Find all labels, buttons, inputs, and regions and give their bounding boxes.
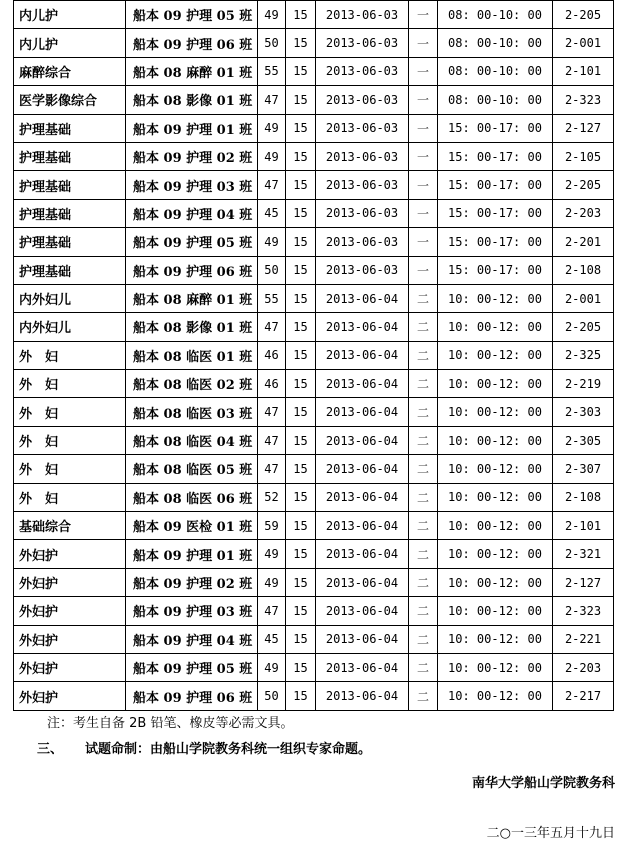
- student-count-cell: 47: [258, 398, 286, 426]
- time-cell: 08: 00-10: 00: [438, 86, 553, 114]
- class-cell: 船本 09 护理 01 班: [126, 114, 258, 142]
- room-cell: 2-205: [553, 1, 614, 29]
- class-cell: 船本 08 临医 02 班: [126, 370, 258, 398]
- course-cell: 外妇护: [14, 625, 126, 653]
- student-count-cell: 47: [258, 86, 286, 114]
- weekday-cell: 一: [409, 86, 438, 114]
- course-cell: 护理基础: [14, 171, 126, 199]
- course-cell: 麻醉综合: [14, 57, 126, 85]
- time-cell: 10: 00-12: 00: [438, 426, 553, 454]
- duration-cell: 15: [286, 625, 316, 653]
- class-cell: 船本 08 临医 03 班: [126, 398, 258, 426]
- table-row: [14, 57, 614, 85]
- date-cell: 2013-06-03: [316, 142, 409, 170]
- weekday-cell: 二: [409, 483, 438, 511]
- weekday-cell: 一: [409, 114, 438, 142]
- date-cell: 2013-06-04: [316, 284, 409, 312]
- date-cell: 2013-06-04: [316, 682, 409, 710]
- date-cell: 2013-06-04: [316, 568, 409, 596]
- duration-cell: 15: [286, 114, 316, 142]
- course-cell: 外 妇: [14, 483, 126, 511]
- date-cell: 2013-06-03: [316, 114, 409, 142]
- course-cell: 护理基础: [14, 228, 126, 256]
- class-cell: 船本 08 麻醉 01 班: [126, 284, 258, 312]
- date-cell: 2013-06-03: [316, 29, 409, 57]
- room-cell: 2-205: [553, 171, 614, 199]
- course-cell: 基础综合: [14, 512, 126, 540]
- duration-cell: 15: [286, 426, 316, 454]
- duration-cell: 15: [286, 540, 316, 568]
- table-row: [14, 540, 614, 568]
- student-count-cell: 49: [258, 114, 286, 142]
- table-row: [14, 483, 614, 511]
- date-cell: 2013-06-04: [316, 483, 409, 511]
- table-row: [14, 370, 614, 398]
- duration-cell: 15: [286, 199, 316, 227]
- room-cell: 2-105: [553, 142, 614, 170]
- date-cell: 2013-06-04: [316, 398, 409, 426]
- duration-cell: 15: [286, 653, 316, 681]
- time-cell: 10: 00-12: 00: [438, 597, 553, 625]
- section-3: [37, 738, 371, 757]
- weekday-cell: 二: [409, 341, 438, 369]
- weekday-cell: 二: [409, 455, 438, 483]
- time-cell: 15: 00-17: 00: [438, 228, 553, 256]
- class-cell: 船本 09 护理 03 班: [126, 171, 258, 199]
- weekday-cell: 一: [409, 29, 438, 57]
- student-count-cell: 47: [258, 597, 286, 625]
- table-row: [14, 568, 614, 596]
- time-cell: 10: 00-12: 00: [438, 540, 553, 568]
- duration-cell: 15: [286, 171, 316, 199]
- duration-cell: 15: [286, 228, 316, 256]
- duration-cell: 15: [286, 256, 316, 284]
- time-cell: 10: 00-12: 00: [438, 568, 553, 596]
- class-cell: 船本 09 护理 04 班: [126, 625, 258, 653]
- class-cell: 船本 09 护理 03 班: [126, 597, 258, 625]
- room-cell: 2-321: [553, 540, 614, 568]
- table-row: [14, 256, 614, 284]
- weekday-cell: 一: [409, 228, 438, 256]
- duration-cell: 15: [286, 512, 316, 540]
- exam-schedule-table: [13, 0, 614, 711]
- table-row: [14, 86, 614, 114]
- date-cell: 2013-06-04: [316, 653, 409, 681]
- duration-cell: 15: [286, 568, 316, 596]
- class-cell: 船本 08 影像 01 班: [126, 86, 258, 114]
- duration-cell: 15: [286, 57, 316, 85]
- student-count-cell: 59: [258, 512, 286, 540]
- table-row: [14, 313, 614, 341]
- room-cell: 2-221: [553, 625, 614, 653]
- duration-cell: 15: [286, 86, 316, 114]
- duration-cell: 15: [286, 597, 316, 625]
- section-3-label: 三、: [37, 742, 64, 757]
- table-row: [14, 284, 614, 312]
- course-cell: 护理基础: [14, 256, 126, 284]
- weekday-cell: 一: [409, 1, 438, 29]
- student-count-cell: 47: [258, 171, 286, 199]
- course-cell: 内儿护: [14, 29, 126, 57]
- issuing-office: 南华大学船山学院教务科: [471, 776, 615, 791]
- room-cell: 2-219: [553, 370, 614, 398]
- course-cell: 外妇护: [14, 682, 126, 710]
- date-cell: 2013-06-03: [316, 1, 409, 29]
- student-count-cell: 50: [258, 682, 286, 710]
- student-count-cell: 46: [258, 370, 286, 398]
- time-cell: 10: 00-12: 00: [438, 483, 553, 511]
- student-count-cell: 49: [258, 540, 286, 568]
- duration-cell: 15: [286, 455, 316, 483]
- room-cell: 2-217: [553, 682, 614, 710]
- time-cell: 15: 00-17: 00: [438, 142, 553, 170]
- course-cell: 外 妇: [14, 426, 126, 454]
- exam-schedule-body: [14, 1, 614, 711]
- room-cell: 2-127: [553, 114, 614, 142]
- duration-cell: 15: [286, 483, 316, 511]
- class-cell: 船本 08 临医 06 班: [126, 483, 258, 511]
- student-count-cell: 47: [258, 313, 286, 341]
- class-cell: 船本 09 护理 04 班: [126, 199, 258, 227]
- table-row: [14, 228, 614, 256]
- course-cell: 护理基础: [14, 114, 126, 142]
- weekday-cell: 二: [409, 512, 438, 540]
- class-cell: 船本 09 护理 02 班: [126, 142, 258, 170]
- table-row: [14, 597, 614, 625]
- weekday-cell: 二: [409, 284, 438, 312]
- course-cell: 内外妇儿: [14, 284, 126, 312]
- weekday-cell: 一: [409, 256, 438, 284]
- time-cell: 08: 00-10: 00: [438, 1, 553, 29]
- course-cell: 外 妇: [14, 370, 126, 398]
- weekday-cell: 一: [409, 171, 438, 199]
- table-row: [14, 142, 614, 170]
- duration-cell: 15: [286, 341, 316, 369]
- time-cell: 10: 00-12: 00: [438, 625, 553, 653]
- class-cell: 船本 09 护理 05 班: [126, 653, 258, 681]
- time-cell: 08: 00-10: 00: [438, 29, 553, 57]
- class-cell: 船本 09 护理 05 班: [126, 228, 258, 256]
- weekday-cell: 一: [409, 199, 438, 227]
- student-count-cell: 49: [258, 1, 286, 29]
- class-cell: 船本 09 护理 01 班: [126, 540, 258, 568]
- student-count-cell: 46: [258, 341, 286, 369]
- weekday-cell: 二: [409, 568, 438, 596]
- table-row: [14, 426, 614, 454]
- time-cell: 10: 00-12: 00: [438, 341, 553, 369]
- course-cell: 外 妇: [14, 455, 126, 483]
- student-count-cell: 45: [258, 199, 286, 227]
- time-cell: 15: 00-17: 00: [438, 256, 553, 284]
- room-cell: 2-203: [553, 199, 614, 227]
- room-cell: 2-205: [553, 313, 614, 341]
- room-cell: 2-323: [553, 86, 614, 114]
- duration-cell: 15: [286, 370, 316, 398]
- class-cell: 船本 08 影像 01 班: [126, 313, 258, 341]
- class-cell: 船本 09 护理 06 班: [126, 256, 258, 284]
- time-cell: 10: 00-12: 00: [438, 682, 553, 710]
- date-cell: 2013-06-04: [316, 512, 409, 540]
- course-cell: 外妇护: [14, 540, 126, 568]
- course-cell: 医学影像综合: [14, 86, 126, 114]
- weekday-cell: 一: [409, 57, 438, 85]
- table-row: [14, 398, 614, 426]
- duration-cell: 15: [286, 1, 316, 29]
- date-cell: 2013-06-04: [316, 455, 409, 483]
- table-row: [14, 341, 614, 369]
- class-cell: 船本 09 护理 06 班: [126, 29, 258, 57]
- class-cell: 船本 08 临医 05 班: [126, 455, 258, 483]
- time-cell: 08: 00-10: 00: [438, 57, 553, 85]
- room-cell: 2-305: [553, 426, 614, 454]
- date-cell: 2013-06-03: [316, 171, 409, 199]
- time-cell: 10: 00-12: 00: [438, 512, 553, 540]
- date-cell: 2013-06-03: [316, 228, 409, 256]
- time-cell: 10: 00-12: 00: [438, 653, 553, 681]
- student-count-cell: 47: [258, 426, 286, 454]
- time-cell: 15: 00-17: 00: [438, 114, 553, 142]
- table-row: [14, 653, 614, 681]
- weekday-cell: 二: [409, 540, 438, 568]
- date-cell: 2013-06-03: [316, 199, 409, 227]
- room-cell: 2-323: [553, 597, 614, 625]
- course-cell: 外妇护: [14, 568, 126, 596]
- student-count-cell: 55: [258, 284, 286, 312]
- time-cell: 10: 00-12: 00: [438, 370, 553, 398]
- date-cell: 2013-06-03: [316, 86, 409, 114]
- section-3-text: 试题命制：由船山学院教务科统一组织专家命题。: [85, 742, 372, 757]
- table-row: [14, 512, 614, 540]
- date-cell: 2013-06-04: [316, 426, 409, 454]
- room-cell: 2-101: [553, 512, 614, 540]
- room-cell: 2-303: [553, 398, 614, 426]
- class-cell: 船本 09 护理 02 班: [126, 568, 258, 596]
- table-row: [14, 682, 614, 710]
- table-row: [14, 171, 614, 199]
- room-cell: 2-101: [553, 57, 614, 85]
- class-cell: 船本 09 护理 06 班: [126, 682, 258, 710]
- date-cell: 2013-06-04: [316, 625, 409, 653]
- duration-cell: 15: [286, 284, 316, 312]
- date-cell: 2013-06-04: [316, 341, 409, 369]
- room-cell: 2-307: [553, 455, 614, 483]
- course-cell: 内外妇儿: [14, 313, 126, 341]
- time-cell: 10: 00-12: 00: [438, 313, 553, 341]
- course-cell: 外妇护: [14, 653, 126, 681]
- student-count-cell: 50: [258, 256, 286, 284]
- weekday-cell: 二: [409, 682, 438, 710]
- time-cell: 15: 00-17: 00: [438, 171, 553, 199]
- course-cell: 护理基础: [14, 199, 126, 227]
- note-text: 注：考生自备 2B 铅笔、橡皮等必需文具。: [47, 716, 294, 731]
- weekday-cell: 二: [409, 313, 438, 341]
- student-count-cell: 52: [258, 483, 286, 511]
- student-count-cell: 49: [258, 228, 286, 256]
- date-cell: 2013-06-03: [316, 256, 409, 284]
- student-count-cell: 49: [258, 142, 286, 170]
- date-cell: 2013-06-03: [316, 57, 409, 85]
- student-count-cell: 50: [258, 29, 286, 57]
- room-cell: 2-127: [553, 568, 614, 596]
- table-row: [14, 1, 614, 29]
- course-cell: 外妇护: [14, 597, 126, 625]
- date-cell: 2013-06-04: [316, 540, 409, 568]
- room-cell: 2-001: [553, 284, 614, 312]
- weekday-cell: 一: [409, 142, 438, 170]
- student-count-cell: 47: [258, 455, 286, 483]
- issue-date: 二○一三年五月十九日: [486, 826, 615, 841]
- room-cell: 2-001: [553, 29, 614, 57]
- course-cell: 外 妇: [14, 398, 126, 426]
- student-count-cell: 45: [258, 625, 286, 653]
- room-cell: 2-201: [553, 228, 614, 256]
- time-cell: 10: 00-12: 00: [438, 284, 553, 312]
- weekday-cell: 二: [409, 625, 438, 653]
- duration-cell: 15: [286, 682, 316, 710]
- table-row: [14, 625, 614, 653]
- class-cell: 船本 08 麻醉 01 班: [126, 57, 258, 85]
- room-cell: 2-108: [553, 256, 614, 284]
- student-count-cell: 49: [258, 568, 286, 596]
- class-cell: 船本 09 医检 01 班: [126, 512, 258, 540]
- course-cell: 护理基础: [14, 142, 126, 170]
- room-cell: 2-108: [553, 483, 614, 511]
- room-cell: 2-203: [553, 653, 614, 681]
- duration-cell: 15: [286, 398, 316, 426]
- weekday-cell: 二: [409, 597, 438, 625]
- table-row: [14, 455, 614, 483]
- time-cell: 10: 00-12: 00: [438, 455, 553, 483]
- table-row: [14, 114, 614, 142]
- time-cell: 10: 00-12: 00: [438, 398, 553, 426]
- weekday-cell: 二: [409, 370, 438, 398]
- course-cell: 外 妇: [14, 341, 126, 369]
- class-cell: 船本 09 护理 05 班: [126, 1, 258, 29]
- table-row: [14, 199, 614, 227]
- student-count-cell: 55: [258, 57, 286, 85]
- student-count-cell: 49: [258, 653, 286, 681]
- class-cell: 船本 08 临医 04 班: [126, 426, 258, 454]
- room-cell: 2-325: [553, 341, 614, 369]
- weekday-cell: 二: [409, 398, 438, 426]
- date-cell: 2013-06-04: [316, 313, 409, 341]
- time-cell: 15: 00-17: 00: [438, 199, 553, 227]
- duration-cell: 15: [286, 313, 316, 341]
- date-cell: 2013-06-04: [316, 597, 409, 625]
- date-cell: 2013-06-04: [316, 370, 409, 398]
- class-cell: 船本 08 临医 01 班: [126, 341, 258, 369]
- course-cell: 内儿护: [14, 1, 126, 29]
- weekday-cell: 二: [409, 426, 438, 454]
- weekday-cell: 二: [409, 653, 438, 681]
- duration-cell: 15: [286, 29, 316, 57]
- duration-cell: 15: [286, 142, 316, 170]
- table-row: [14, 29, 614, 57]
